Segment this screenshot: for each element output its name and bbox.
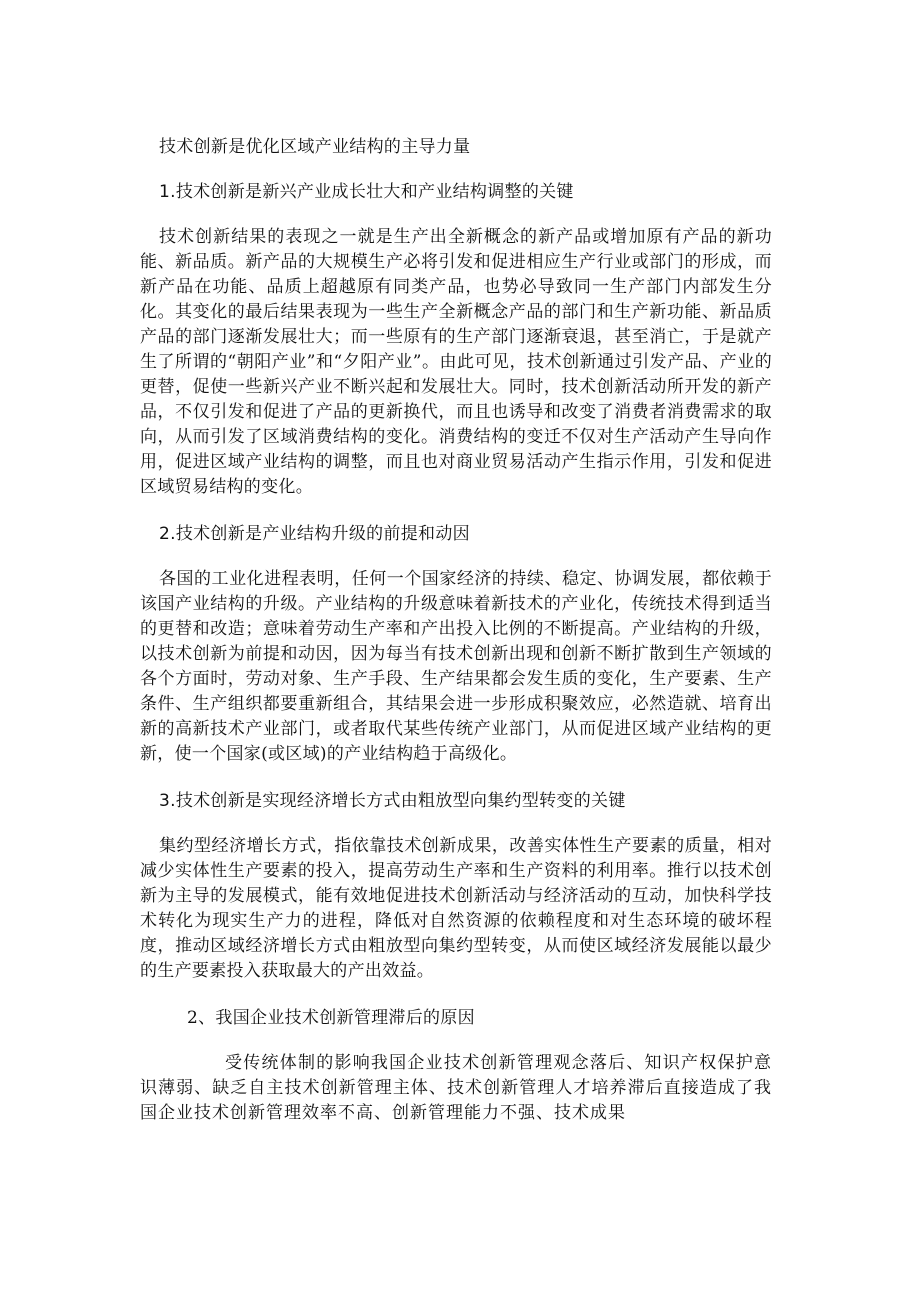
section-3-heading (140, 789, 772, 814)
section-2-heading-text: 2.技术创新是产业结构升级的前提和动因 (159, 524, 470, 544)
section-2-body: 各国的工业化进程表明，任何一个国家经济的持续、稳定、协调发展，都依赖于该国产业结构的升级。产业结构的升级意味着新技术的产业化，传统技术得到适当的更替和改造；意味着劳动生产率和产出投入比例的不断提高。产业结构的升级，以技术创新为前提和动因，因为每当有技术创新出现和创新不断扩散到生产领域的各个方面时，劳动对象、生产手段、生产结果都会发生质的变化，生产要素、生产条件、生产组织都要重新组合，其结果会进一步形成积聚效应，必然造就、培育出新的高新技术产业部门，或者取代某些传统产业部门，从而促进区域产业结构的更新，使一个国家(或区域)的产业结构趋于高级化。 (140, 569, 772, 764)
section-1-body: 技术创新结果的表现之一就是生产出全新概念的新产品或增加原有产品的新功能、新品质。新产品的大规模生产必将引发和促进相应生产行业或部门的形成，而新产品在功能、品质上超越原有同类产品，也势必导致同一生产部门内部发生分化。其变化的最后结果表现为一些生产全新概念产品的部门和生产新功能、新品质产品的部门逐渐发展壮大；而一些原有的生产部门逐渐衰退，甚至消亡，于是就产生了所谓的“朝阳产业”和“夕阳产业”。由此可见，技术创新通过引发产品、产业的更替，促使一些新兴产业不断兴起和发展壮大。同时，技术创新活动所开发的新产品，不仅引发和促进了产品的更新换代，而且也诱导和改变了消费者消费需求的取向，从而引发了区域消费结构的变化。消费结构的变迁不仅对生产活动产生导向作用，促进区域产业结构的调整，而且也对商业贸易活动产生指示作用，引发和促进区域贸易结构的变化。 (140, 227, 772, 497)
section-3-body: 集约型经济增长方式，指依靠技术创新成果，改善实体性生产要素的质量，相对减少实体性生产要素的投入，提高劳动生产率和生产资料的利用率。推行以技术创新为主导的发展模式，能有效地促进技术创新活动与经济活动的互动，加快科学技术转化为现实生产力的进程，降低对自然资源的依赖程度和对生态环境的破坏程度，推动区域经济增长方式由粗放型向集约型转变，从而使区域经济发展能以最少的生产要素投入获取最大的产出效益。 (140, 836, 772, 981)
section-3-heading-text: 3.技术创新是实现经济增长方式由粗放型向集约型转变的关键 (159, 791, 626, 811)
section-1-heading (140, 180, 772, 205)
section-b-body: 受传统体制的影响我国企业技术创新管理观念落后、知识产权保护意识薄弱、缺乏自主技术创新管理主体、技术创新管理人才培养滞后直接造成了我国企业技术创新管理效率不高、创新管理能力不强、技术成果 (140, 1053, 772, 1123)
section-1-heading-text: 1.技术创新是新兴产业成长壮大和产业结构调整的关键 (159, 182, 574, 202)
section-b-heading: 2、我国企业技术创新管理滞后的原因 (187, 1008, 475, 1028)
section-2-heading (140, 522, 772, 547)
document-title: 技术创新是优化区域产业结构的主导力量 (159, 137, 471, 157)
document-page (140, 135, 772, 1126)
